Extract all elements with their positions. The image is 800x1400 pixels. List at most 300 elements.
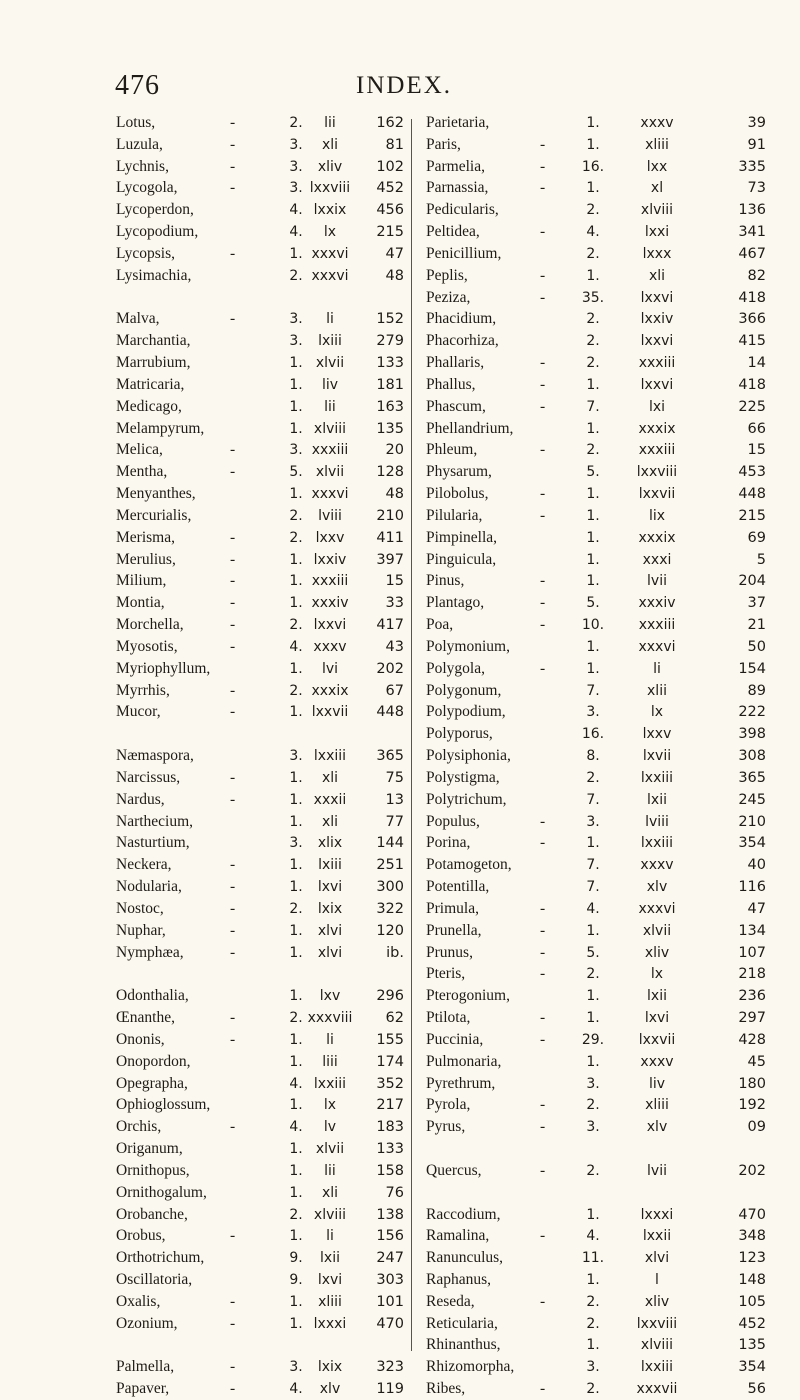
entry-name: Nymphæa, <box>116 943 184 961</box>
entry-name: Opegrapha, <box>116 1074 188 1092</box>
entry-name: Ptilota, <box>426 1009 471 1027</box>
entry-volume: 1. <box>289 704 303 721</box>
entry-dash: - <box>230 878 236 896</box>
entry-volume: 1. <box>289 573 303 590</box>
entry-page: 448 <box>376 704 404 721</box>
entry-name: Pinguicula, <box>426 550 497 568</box>
entry-page: 174 <box>376 1053 404 1070</box>
page-number: 476 <box>115 70 160 101</box>
entry-name: Physarum, <box>426 463 492 481</box>
entry-page: 322 <box>376 900 404 917</box>
index-entry <box>0 1247 410 1269</box>
entry-name: Neckera, <box>116 856 172 874</box>
index-entry <box>410 243 800 265</box>
entry-name: Lycopodium, <box>116 223 199 241</box>
index-entry <box>0 898 410 920</box>
entry-roman-numeral: lxv <box>319 988 341 1005</box>
entry-volume: 4. <box>289 224 303 241</box>
index-entry <box>0 1073 410 1095</box>
entry-volume: 1. <box>289 551 303 568</box>
entry-page: 107 <box>738 944 766 961</box>
entry-roman-numeral: xlv <box>646 879 668 896</box>
entry-page: 453 <box>738 464 766 481</box>
entry-volume: 4. <box>586 1228 600 1245</box>
entry-dash: - <box>230 528 236 546</box>
entry-dash: - <box>230 856 236 874</box>
entry-name: Pilularia, <box>426 506 483 524</box>
entry-dash: - <box>540 1009 546 1027</box>
index-entry <box>0 985 410 1007</box>
entry-volume: 2. <box>586 245 600 262</box>
entry-dash: - <box>230 790 236 808</box>
entry-dash: - <box>540 506 546 524</box>
entry-volume: 2. <box>586 966 600 983</box>
entry-page: 39 <box>747 115 766 131</box>
entry-roman-numeral: lxvi <box>317 1271 343 1288</box>
index-entry <box>410 592 800 614</box>
index-entry <box>0 483 410 505</box>
entry-volume: 1. <box>289 595 303 612</box>
entry-page: 183 <box>376 1119 404 1136</box>
index-entry <box>410 658 800 680</box>
entry-page: 116 <box>738 879 766 896</box>
entry-roman-numeral: lviii <box>645 813 669 830</box>
entry-page: 192 <box>738 1097 766 1114</box>
entry-dash: - <box>540 812 546 830</box>
entry-volume: 1. <box>289 660 303 677</box>
entry-roman-numeral: lxxiii <box>313 1075 347 1092</box>
entry-volume: 2. <box>289 1010 303 1027</box>
entry-name: Raphanus, <box>426 1270 492 1288</box>
index-entry <box>410 680 800 702</box>
entry-volume: 1. <box>289 355 303 372</box>
index-entry <box>410 1356 800 1378</box>
entry-volume: 2. <box>586 1097 600 1114</box>
entry-page: 418 <box>738 289 766 306</box>
index-entry <box>0 1334 410 1356</box>
entry-page: 148 <box>738 1271 766 1288</box>
entry-name: Mucor, <box>116 703 161 721</box>
entry-dash: - <box>540 594 546 612</box>
entry-roman-numeral: xxxvi <box>311 267 349 284</box>
entry-page: 120 <box>376 922 404 939</box>
entry-volume: 1. <box>289 944 303 961</box>
entry-name: Nasturtium, <box>116 834 190 852</box>
index-entry <box>0 1094 410 1116</box>
index-entry <box>410 745 800 767</box>
entry-name: Myrrhis, <box>116 681 170 699</box>
index-entry <box>0 942 410 964</box>
index-entry <box>410 854 800 876</box>
entry-roman-numeral: xlv <box>646 1119 668 1136</box>
entry-volume: 1. <box>586 638 600 655</box>
entry-roman-numeral: lxvi <box>317 879 343 896</box>
index-entry <box>0 265 410 287</box>
entry-volume: 2. <box>289 1206 303 1223</box>
entry-page: 134 <box>738 922 766 939</box>
index-entry <box>0 701 410 723</box>
entry-name: Matricaria, <box>116 375 185 393</box>
entry-page: 123 <box>738 1250 766 1267</box>
entry-page: 76 <box>385 1184 404 1201</box>
entry-roman-numeral: lxi <box>648 398 666 415</box>
entry-page: 335 <box>738 158 766 175</box>
entry-page: 48 <box>385 486 404 503</box>
entry-page: 40 <box>747 857 766 874</box>
entry-name: Phleum, <box>426 441 478 459</box>
entry-name: Melica, <box>116 441 163 459</box>
index-entry <box>410 723 800 745</box>
entry-name: Reseda, <box>426 1292 475 1310</box>
entry-name: Oscillatoria, <box>116 1270 193 1288</box>
entry-name: Pimpinella, <box>426 528 498 546</box>
entry-volume: 5. <box>586 944 600 961</box>
entry-roman-numeral: lvii <box>647 1162 667 1179</box>
entry-page: 37 <box>747 595 766 612</box>
entry-roman-numeral: xlviii <box>640 1337 674 1354</box>
entry-roman-numeral: li <box>326 311 334 328</box>
entry-roman-numeral: xxxix <box>638 420 676 437</box>
entry-roman-numeral: lii <box>324 1162 336 1179</box>
entry-name: Orthotrichum, <box>116 1249 205 1267</box>
entry-dash: - <box>230 637 236 655</box>
entry-page: 82 <box>747 267 766 284</box>
index-entry <box>410 505 800 527</box>
entry-dash: - <box>540 659 546 677</box>
index-entry <box>410 1225 800 1247</box>
entry-name: Polypodium, <box>426 703 506 721</box>
entry-page: 348 <box>738 1228 766 1245</box>
entry-name: Nuphar, <box>116 921 166 939</box>
entry-volume: 7. <box>586 791 600 808</box>
entry-name: Pteris, <box>426 965 466 983</box>
entry-name: Pyrus, <box>426 1118 466 1136</box>
entry-volume: 1. <box>289 813 303 830</box>
entry-volume: 3. <box>586 1119 600 1136</box>
entry-roman-numeral: lxii <box>647 988 667 1005</box>
index-entry <box>0 396 410 418</box>
entry-page: 155 <box>376 1031 404 1048</box>
entry-name: Reticularia, <box>426 1314 498 1332</box>
entry-page: 66 <box>747 420 766 437</box>
entry-volume: 1. <box>289 791 303 808</box>
entry-dash: - <box>540 965 546 983</box>
index-entry <box>410 1160 800 1182</box>
entry-name: Mercurialis, <box>116 506 192 524</box>
entry-roman-numeral: xlviii <box>313 420 347 437</box>
entry-dash: - <box>540 354 546 372</box>
index-entry <box>0 461 410 483</box>
entry-name: Mentha, <box>116 463 168 481</box>
index-entry <box>410 177 800 199</box>
entry-page: 354 <box>738 1359 766 1376</box>
entry-volume: 1. <box>289 857 303 874</box>
entry-dash: - <box>540 485 546 503</box>
entry-roman-numeral: xliii <box>645 136 669 153</box>
entry-page: 154 <box>738 660 766 677</box>
entry-page: 398 <box>738 726 766 743</box>
entry-page: 21 <box>747 617 766 634</box>
entry-roman-numeral: lvii <box>647 573 667 590</box>
index-entry <box>410 549 800 571</box>
entry-roman-numeral: lii <box>324 115 336 131</box>
entry-name: Marrubium, <box>116 354 191 372</box>
index-entry <box>0 1182 410 1204</box>
entry-name: Morchella, <box>116 616 184 634</box>
entry-roman-numeral: lvi <box>321 660 339 677</box>
entry-roman-numeral: lxxiv <box>640 311 674 328</box>
index-entry <box>410 483 800 505</box>
entry-page: 215 <box>738 507 766 524</box>
entry-page: 366 <box>738 311 766 328</box>
entry-dash: - <box>540 572 546 590</box>
entry-name: Merulius, <box>116 550 176 568</box>
entry-volume: 1. <box>586 267 600 284</box>
entry-roman-numeral: xlv <box>319 1381 341 1398</box>
index-entry <box>410 920 800 942</box>
entry-dash: - <box>540 441 546 459</box>
entry-dash: - <box>230 921 236 939</box>
index-entry <box>0 745 410 767</box>
entry-page: 91 <box>747 136 766 153</box>
entry-name: Potentilla, <box>426 878 490 896</box>
entry-volume: 4. <box>289 1119 303 1136</box>
index-entry <box>410 1269 800 1291</box>
entry-dash: - <box>540 899 546 917</box>
entry-roman-numeral: lxxiii <box>640 835 674 852</box>
entry-page: 218 <box>738 966 766 983</box>
entry-dash: - <box>540 943 546 961</box>
entry-volume: 2. <box>586 769 600 786</box>
entry-dash: - <box>230 441 236 459</box>
entry-name: Phacidium, <box>426 310 497 328</box>
entry-roman-numeral: lxvi <box>644 1010 670 1027</box>
index-entry <box>0 920 410 942</box>
index-entry <box>410 636 800 658</box>
entry-roman-numeral: lviii <box>318 507 342 524</box>
entry-volume: 7. <box>586 682 600 699</box>
entry-page: 236 <box>738 988 766 1005</box>
entry-name: Phellandrium, <box>426 419 514 437</box>
entry-roman-numeral: lxii <box>647 791 667 808</box>
entry-roman-numeral: xli <box>648 267 666 284</box>
entry-page: 448 <box>738 486 766 503</box>
entry-page: 222 <box>738 704 766 721</box>
entry-roman-numeral: xxxiii <box>638 442 676 459</box>
entry-roman-numeral: xlvi <box>317 944 343 961</box>
entry-dash: - <box>230 1380 236 1398</box>
entry-name: Ornithogalum, <box>116 1183 207 1201</box>
entry-roman-numeral: xli <box>321 1184 339 1201</box>
entry-page: 45 <box>747 1053 766 1070</box>
entry-volume: 1. <box>586 660 600 677</box>
entry-volume: 1. <box>289 1031 303 1048</box>
index-entry <box>410 898 800 920</box>
entry-volume: 9. <box>289 1271 303 1288</box>
entry-name: Myriophyllum, <box>116 659 211 677</box>
entry-volume: 16. <box>581 726 605 743</box>
entry-name: Phascum, <box>426 397 486 415</box>
index-entry <box>0 1378 410 1400</box>
entry-page: 15 <box>385 573 404 590</box>
entry-roman-numeral: lxiii <box>318 857 342 874</box>
entry-dash: - <box>230 1227 236 1245</box>
entry-roman-numeral: lxxvi <box>640 333 674 350</box>
index-entry <box>0 636 410 658</box>
entry-volume: 3. <box>586 704 600 721</box>
entry-roman-numeral: lxxii <box>642 1228 672 1245</box>
entry-page: 5 <box>756 551 766 568</box>
entry-roman-numeral: xliii <box>645 1097 669 1114</box>
entry-name: Pilobolus, <box>426 485 489 503</box>
index-entry <box>0 527 410 549</box>
entry-page: 308 <box>738 748 766 765</box>
entry-page: 09 <box>747 1119 766 1136</box>
entry-dash: - <box>230 114 236 131</box>
entry-volume: 2. <box>586 333 600 350</box>
page-title: INDEX. <box>356 72 453 99</box>
index-entry <box>0 1225 410 1247</box>
entry-volume: 2. <box>289 529 303 546</box>
index-entry <box>410 570 800 592</box>
entry-dash: - <box>540 266 546 284</box>
entry-dash: - <box>230 572 236 590</box>
entry-roman-numeral: xxxii <box>313 791 347 808</box>
entry-volume: 3. <box>289 311 303 328</box>
entry-name: Pyrethrum, <box>426 1074 496 1092</box>
entry-volume: 2. <box>586 1293 600 1310</box>
entry-name: Næmaspora, <box>116 747 194 765</box>
entry-name: Ribes, <box>426 1380 466 1398</box>
index-entry <box>0 1356 410 1378</box>
entry-page: 418 <box>738 376 766 393</box>
index-entry <box>410 112 800 134</box>
entry-volume: 1. <box>289 398 303 415</box>
index-entry <box>0 330 410 352</box>
entry-volume: 29. <box>581 1031 605 1048</box>
entry-volume: 3. <box>586 1075 600 1092</box>
entry-dash: - <box>540 1292 546 1310</box>
index-entry <box>0 1313 410 1335</box>
entry-volume: 1. <box>289 1053 303 1070</box>
entry-page: 14 <box>747 355 766 372</box>
entry-page: 48 <box>385 267 404 284</box>
entry-roman-numeral: xxxix <box>638 529 676 546</box>
entry-volume: 5. <box>586 464 600 481</box>
entry-page: 181 <box>376 376 404 393</box>
entry-volume: 1. <box>586 136 600 153</box>
index-entry <box>0 1269 410 1291</box>
entry-dash: - <box>230 550 236 568</box>
entry-roman-numeral: lx <box>650 704 664 721</box>
entry-roman-numeral: lxxvii <box>311 704 349 721</box>
entry-page: 202 <box>376 660 404 677</box>
entry-name: Phallus, <box>426 375 476 393</box>
index-entry <box>0 134 410 156</box>
index-entry <box>0 658 410 680</box>
entry-dash: - <box>230 463 236 481</box>
index-entry <box>410 265 800 287</box>
entry-volume: 1. <box>586 922 600 939</box>
entry-roman-numeral: xxxvi <box>311 245 349 262</box>
entry-page: 162 <box>376 115 404 131</box>
entry-page: 20 <box>385 442 404 459</box>
entry-name: Nardus, <box>116 790 165 808</box>
entry-page: 62 <box>385 1010 404 1027</box>
entry-page: 215 <box>376 224 404 241</box>
index-entry <box>0 156 410 178</box>
entry-name: Myosotis, <box>116 637 178 655</box>
entry-name: Ranunculus, <box>426 1249 504 1267</box>
entry-page: 217 <box>376 1097 404 1114</box>
index-entry <box>410 1182 800 1204</box>
entry-roman-numeral: xxxix <box>311 682 349 699</box>
entry-roman-numeral: xxxv <box>640 1053 674 1070</box>
entry-dash: - <box>230 1118 236 1136</box>
entry-dash: - <box>230 310 236 328</box>
index-entry <box>0 876 410 898</box>
entry-volume: 4. <box>289 1381 303 1398</box>
entry-roman-numeral: xxxvi <box>638 900 676 917</box>
entry-page: 341 <box>738 224 766 241</box>
entry-page: 279 <box>376 333 404 350</box>
entry-name: Odonthalia, <box>116 987 189 1005</box>
entry-roman-numeral: liv <box>321 376 339 393</box>
entry-dash: - <box>540 1030 546 1048</box>
entry-roman-numeral: lxxvi <box>640 376 674 393</box>
entry-name: Polymonium, <box>426 637 510 655</box>
entry-page: 247 <box>376 1250 404 1267</box>
entry-dash: - <box>230 1358 236 1376</box>
entry-roman-numeral: xliv <box>644 944 670 961</box>
index-entry <box>410 1116 800 1138</box>
entry-page: 210 <box>738 813 766 830</box>
entry-volume: 4. <box>289 202 303 219</box>
entry-name: Nostoc, <box>116 899 164 917</box>
entry-page: 67 <box>385 682 404 699</box>
entry-name: Lychnis, <box>116 157 169 175</box>
entry-roman-numeral: lxxi <box>644 224 670 241</box>
entry-dash: - <box>230 1009 236 1027</box>
entry-name: Poa, <box>426 616 454 634</box>
entry-name: Luzula, <box>116 135 163 153</box>
entry-page: 456 <box>376 202 404 219</box>
index-entry <box>0 1291 410 1313</box>
entry-roman-numeral: xliv <box>644 1293 670 1310</box>
entry-dash: - <box>230 899 236 917</box>
index-entry <box>0 570 410 592</box>
entry-volume: 1. <box>289 376 303 393</box>
entry-volume: 2. <box>586 355 600 372</box>
entry-roman-numeral: xxxv <box>640 857 674 874</box>
entry-volume: 11. <box>581 1250 605 1267</box>
entry-page: 225 <box>738 398 766 415</box>
index-entry <box>410 701 800 723</box>
index-entry <box>0 832 410 854</box>
entry-roman-numeral: lxvii <box>642 748 672 765</box>
index-entry <box>0 308 410 330</box>
entry-name: Parmelia, <box>426 157 485 175</box>
entry-page: 144 <box>376 835 404 852</box>
index-entry <box>410 1378 800 1400</box>
entry-page: 210 <box>376 507 404 524</box>
entry-page: 89 <box>747 682 766 699</box>
entry-page: 452 <box>738 1315 766 1332</box>
entry-name: Peziza, <box>426 288 471 306</box>
entry-roman-numeral: lxiii <box>318 333 342 350</box>
entry-volume: 1. <box>586 507 600 524</box>
entry-volume: 3. <box>289 1359 303 1376</box>
